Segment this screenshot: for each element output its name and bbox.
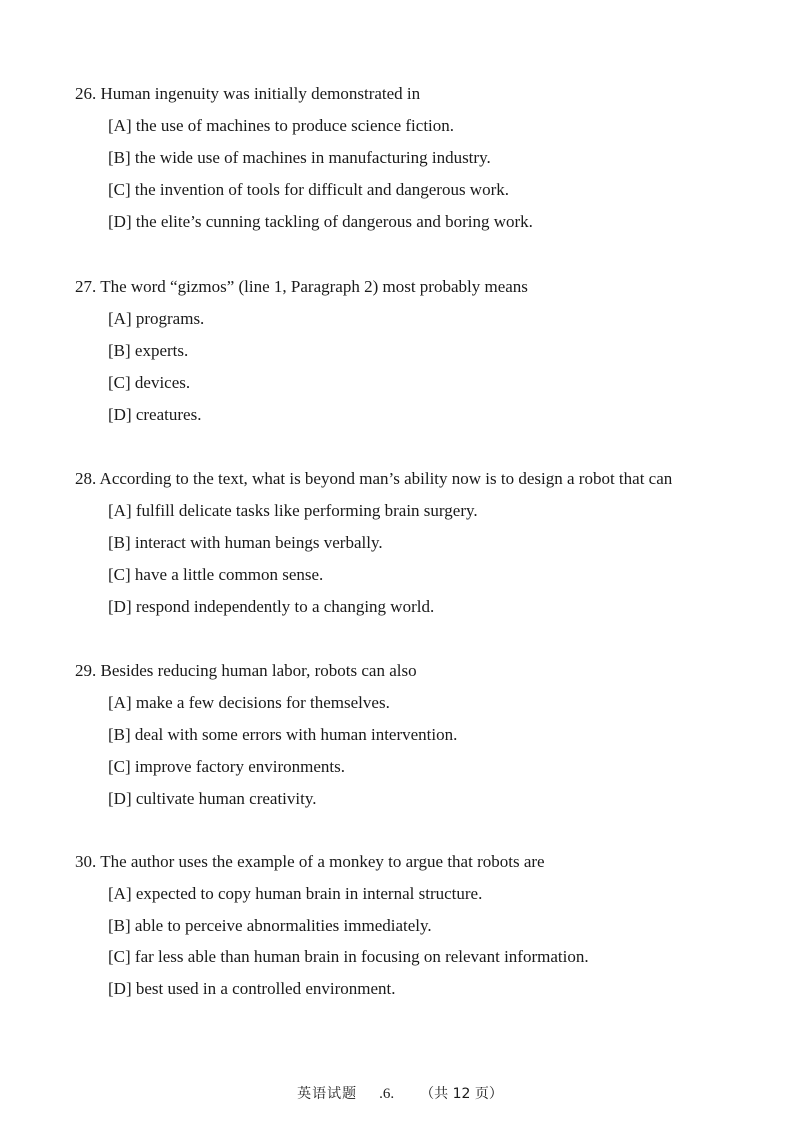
option-b: [B] experts. (108, 341, 189, 360)
option-a: [A] programs. (108, 309, 205, 328)
option-d: [D] respond independently to a changing world. (108, 597, 435, 616)
option-a: [A] fulfill delicate tasks like performing brain surgery. (108, 501, 478, 520)
option-c: [C] improve factory environments. (108, 757, 345, 776)
option-b: [B] interact with human beings verbally. (108, 533, 383, 552)
option-d: [D] best used in a controlled environment. (108, 979, 396, 998)
option-d: [D] the elite’s cunning tackling of dangerous and boring work. (108, 212, 533, 231)
option-b: [B] the wide use of machines in manufacturing industry. (108, 148, 491, 167)
option-b: [B] deal with some errors with human intervention. (108, 725, 458, 744)
option-d: [D] cultivate human creativity. (108, 789, 317, 808)
option-c: [C] the invention of tools for difficult and dangerous work. (108, 180, 509, 199)
option-b: [B] able to perceive abnormalities immediately. (108, 916, 432, 935)
option-a: [A] the use of machines to produce science fiction. (108, 116, 455, 135)
question-stem: 29. Besides reducing human labor, robots can also (75, 661, 417, 680)
question-stem: 26. Human ingenuity was initially demonstrated in (75, 84, 421, 103)
option-c: [C] far less able than human brain in focusing on relevant information. (108, 947, 589, 966)
footer-subject: 英语试题 (297, 1086, 358, 1102)
question-stem: 27. The word “gizmos” (line 1, Paragraph 2) most probably means (75, 277, 528, 296)
question-stem: 30. The author uses the example of a monkey to argue that robots are (75, 852, 545, 871)
page-footer (0, 1084, 800, 1104)
footer-page-number: .6. (379, 1086, 395, 1102)
footer-total-pages: （共 12 页） (420, 1086, 503, 1102)
option-d: [D] creatures. (108, 405, 202, 424)
option-c: [C] have a little common sense. (108, 565, 324, 584)
option-c: [C] devices. (108, 373, 191, 392)
option-a: [A] expected to copy human brain in internal structure. (108, 884, 483, 903)
option-a: [A] make a few decisions for themselves. (108, 693, 390, 712)
question-stem: 28. According to the text, what is beyond man’s ability now is to design a robot that can (75, 469, 673, 488)
